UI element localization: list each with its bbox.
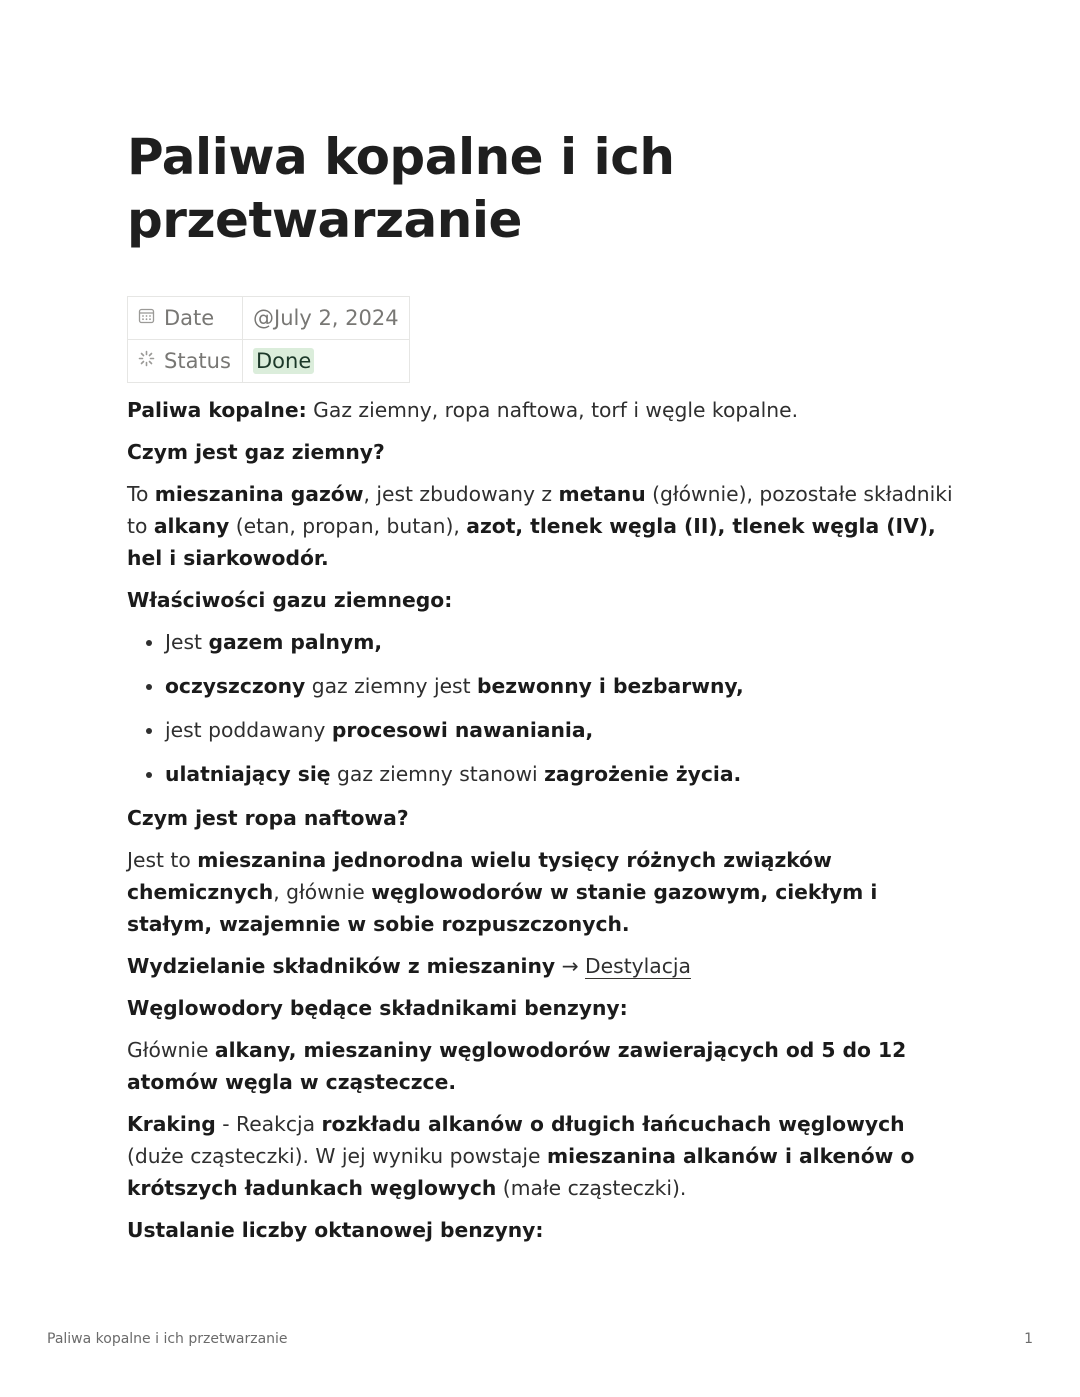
heading-text: Właściwości gazu ziemnego: (127, 588, 453, 612)
list-item (165, 714, 957, 746)
property-label-status: Status (164, 349, 231, 373)
text: (małe cząsteczki). (496, 1176, 687, 1200)
bold-text: mieszanina gazów (154, 482, 364, 506)
bold-text: rozkładu alkanów o długich łańcuchach węglowych (321, 1112, 905, 1136)
heading-crude-oil (127, 802, 957, 834)
text: gaz ziemny jest (305, 674, 478, 698)
heading-text: Węglowodory będące składnikami benzyny: (127, 996, 628, 1020)
bold-text: procesowi nawaniania, (331, 718, 594, 742)
gas-properties-list (127, 626, 957, 790)
property-key-date (128, 297, 243, 340)
page-title: Paliwa kopalne i ich przetwarzanie (127, 128, 675, 249)
text: jest poddawany (165, 718, 332, 742)
bold-text: węglowodorów w stanie gazowym, ciekłym i stałym, wzajemnie w sobie rozpuszczonych. (127, 880, 878, 936)
page-content (127, 394, 957, 1256)
paragraph-crude-oil (127, 844, 957, 940)
text: To (127, 482, 155, 506)
text: (głównie), pozostałe składniki to (127, 482, 953, 538)
bold-text: alkany, mieszaniny węglowodorów zawierających od 5 do 12 atomów węgla w cząsteczce. (127, 1038, 907, 1094)
calendar-icon (138, 307, 156, 328)
properties-table (127, 296, 410, 383)
property-row-status (128, 340, 410, 383)
text: gaz ziemny stanowi (330, 762, 545, 786)
list-item (165, 626, 957, 658)
text: Gaz ziemny, ropa naftowa, torf i węgle kopalne. (306, 398, 799, 422)
bold-text: gazem palnym, (208, 630, 383, 654)
bold-text: metanu (558, 482, 646, 506)
heading-gas-properties (127, 584, 957, 616)
bold-text: alkany (153, 514, 230, 538)
arrow-icon: → (555, 954, 586, 978)
paragraph-cracking (127, 1108, 957, 1204)
destylacja-link[interactable]: Destylacja (585, 954, 691, 978)
heading-octane (127, 1214, 957, 1246)
property-value-status-cell[interactable] (243, 340, 410, 383)
bold-text: azot, tlenek węgla (II), tlenek węgla (IV), hel i siarkowodór. (127, 514, 936, 570)
property-row-date (128, 297, 410, 340)
paragraph-hydrocarbons (127, 1034, 957, 1098)
text: Głównie (127, 1038, 215, 1062)
text: Jest (165, 630, 209, 654)
bold-text: ulatniający się (165, 762, 331, 786)
text: Jest to (127, 848, 198, 872)
list-item (165, 670, 957, 702)
paragraph-natural-gas (127, 478, 957, 574)
bold-text: Paliwa kopalne: (127, 398, 307, 422)
heading-text: Czym jest ropa naftowa? (127, 806, 409, 830)
text: (duże cząsteczki). W jej wyniku powstaje (127, 1144, 547, 1168)
heading-text: Ustalanie liczby oktanowej benzyny: (127, 1218, 544, 1242)
bold-text: bezwonny i bezbarwny, (477, 674, 744, 698)
heading-natural-gas (127, 436, 957, 468)
status-badge[interactable]: Done (253, 348, 314, 374)
paragraph-fuels (127, 394, 957, 426)
status-spinner-icon (138, 350, 156, 371)
paragraph-separation (127, 950, 957, 982)
bold-text: mieszanina alkanów i alkenów o krótszych ładunkach węglowych (127, 1144, 915, 1200)
bold-text: zagrożenie życia. (544, 762, 742, 786)
footer-title: Paliwa kopalne i ich przetwarzanie (47, 1331, 288, 1347)
bold-text: Kraking (127, 1112, 216, 1136)
heading-text: Czym jest gaz ziemny? (127, 440, 385, 464)
footer-page-number: 1 (1024, 1331, 1033, 1347)
property-label-date: Date (164, 306, 215, 330)
bold-text: mieszanina jednorodna wielu tysięcy różnych związków chemicznych (127, 848, 832, 904)
date-value[interactable]: @July 2, 2024 (253, 306, 399, 330)
heading-hydrocarbons (127, 992, 957, 1024)
text: , jest zbudowany z (363, 482, 559, 506)
list-item (165, 758, 957, 790)
text: (etan, propan, butan), (229, 514, 467, 538)
text: - Reakcja (215, 1112, 322, 1136)
bold-text: Wydzielanie składników z mieszaniny (127, 954, 556, 978)
property-value-date-cell[interactable] (243, 297, 410, 340)
property-key-status (128, 340, 243, 383)
text: , głównie (273, 880, 372, 904)
bold-text: oczyszczony (165, 674, 306, 698)
